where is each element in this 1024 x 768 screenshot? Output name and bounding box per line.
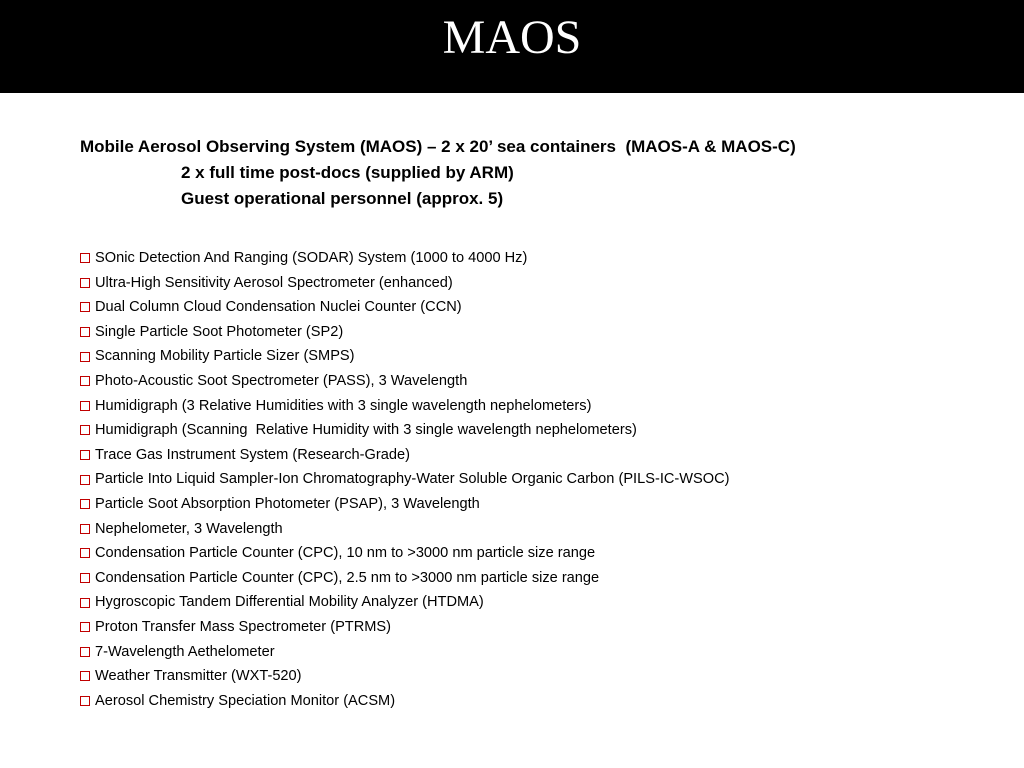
instrument-list-item [80,615,730,640]
instrument-label: Proton Transfer Mass Spectrometer (PTRMS) [95,618,392,635]
instrument-label: Single Particle Soot Photometer (SP2) [95,323,344,340]
intro-line-personnel: Guest operational personnel (approx. 5) [181,189,504,208]
instrument-list-item [80,689,730,714]
instrument-label: Aerosol Chemistry Speciation Monitor (ACSM) [95,692,396,709]
instrument-label: Trace Gas Instrument System (Research-Grade) [95,446,410,463]
instrument-label: Condensation Particle Counter (CPC), 2.5 nm to >3000 nm particle size range [95,569,600,586]
hollow-square-bullet-icon [80,302,90,312]
hollow-square-bullet-icon [80,671,90,681]
instrument-label: Particle Soot Absorption Photometer (PSAP), 3 Wavelength [95,495,480,512]
instrument-label: Humidigraph (Scanning Relative Humidity with 3 single wavelength nephelometers) [95,422,637,439]
instrument-label: Ultra-High Sensitivity Aerosol Spectrometer (enhanced) [95,274,453,291]
hollow-square-bullet-icon [80,499,90,509]
instrument-list-item [80,467,730,492]
hollow-square-bullet-icon [80,401,90,411]
instrument-list-item [80,344,730,369]
instrument-list-item [80,541,730,566]
instrument-label: Condensation Particle Counter (CPC), 10 nm to >3000 nm particle size range [95,545,596,562]
instrument-list-item [80,664,730,689]
hollow-square-bullet-icon [80,696,90,706]
hollow-square-bullet-icon [80,352,90,362]
hollow-square-bullet-icon [80,647,90,657]
hollow-square-bullet-icon [80,524,90,534]
instrument-label: SOnic Detection And Ranging (SODAR) System (1000 to 4000 Hz) [95,250,528,266]
instrument-label: Nephelometer, 3 Wavelength [95,520,283,537]
instrument-label: Dual Column Cloud Condensation Nuclei Counter (CCN) [95,299,462,316]
instrument-label: 7-Wavelength Aethelometer [95,643,275,660]
hollow-square-bullet-icon [80,450,90,460]
hollow-square-bullet-icon [80,573,90,583]
instrument-list-item [80,320,730,345]
instrument-list-item [80,443,730,468]
hollow-square-bullet-icon [80,278,90,288]
instrument-label: Scanning Mobility Particle Sizer (SMPS) [95,348,355,365]
instrument-list-item [80,369,730,394]
hollow-square-bullet-icon [80,376,90,386]
instrument-list-item [80,394,730,419]
instrument-label: Particle Into Liquid Sampler-Ion Chromatography-Water Soluble Organic Carbon (PILS-IC-WSOC) [95,471,730,488]
hollow-square-bullet-icon [80,253,90,263]
intro-block [80,134,796,212]
instrument-list-item [80,517,730,542]
hollow-square-bullet-icon [80,425,90,435]
instrument-list-item [80,566,730,591]
slide-title: MAOS [442,11,582,64]
intro-line-system: Mobile Aerosol Observing System (MAOS) – 2 x 20’ sea containers (MAOS-A & MAOS-C) [80,137,796,156]
instrument-list-item [80,246,730,271]
instrument-list [80,246,730,713]
instrument-list-item [80,492,730,517]
instrument-list-item [80,418,730,443]
intro-line-postdocs: 2 x full time post-docs (supplied by ARM) [181,163,514,182]
instrument-label: Weather Transmitter (WXT-520) [95,668,302,685]
instrument-label: Humidigraph (3 Relative Humidities with 3 single wavelength nephelometers) [95,397,592,414]
hollow-square-bullet-icon [80,622,90,632]
instrument-list-item [80,271,730,296]
instrument-list-item [80,295,730,320]
hollow-square-bullet-icon [80,598,90,608]
instrument-label: Hygroscopic Tandem Differential Mobility Analyzer (HTDMA) [95,594,484,611]
instrument-list-item [80,590,730,615]
title-bar [0,0,1024,93]
instrument-list-item [80,640,730,665]
hollow-square-bullet-icon [80,327,90,337]
hollow-square-bullet-icon [80,548,90,558]
instrument-label: Photo-Acoustic Soot Spectrometer (PASS), 3 Wavelength [95,372,468,389]
hollow-square-bullet-icon [80,475,90,485]
